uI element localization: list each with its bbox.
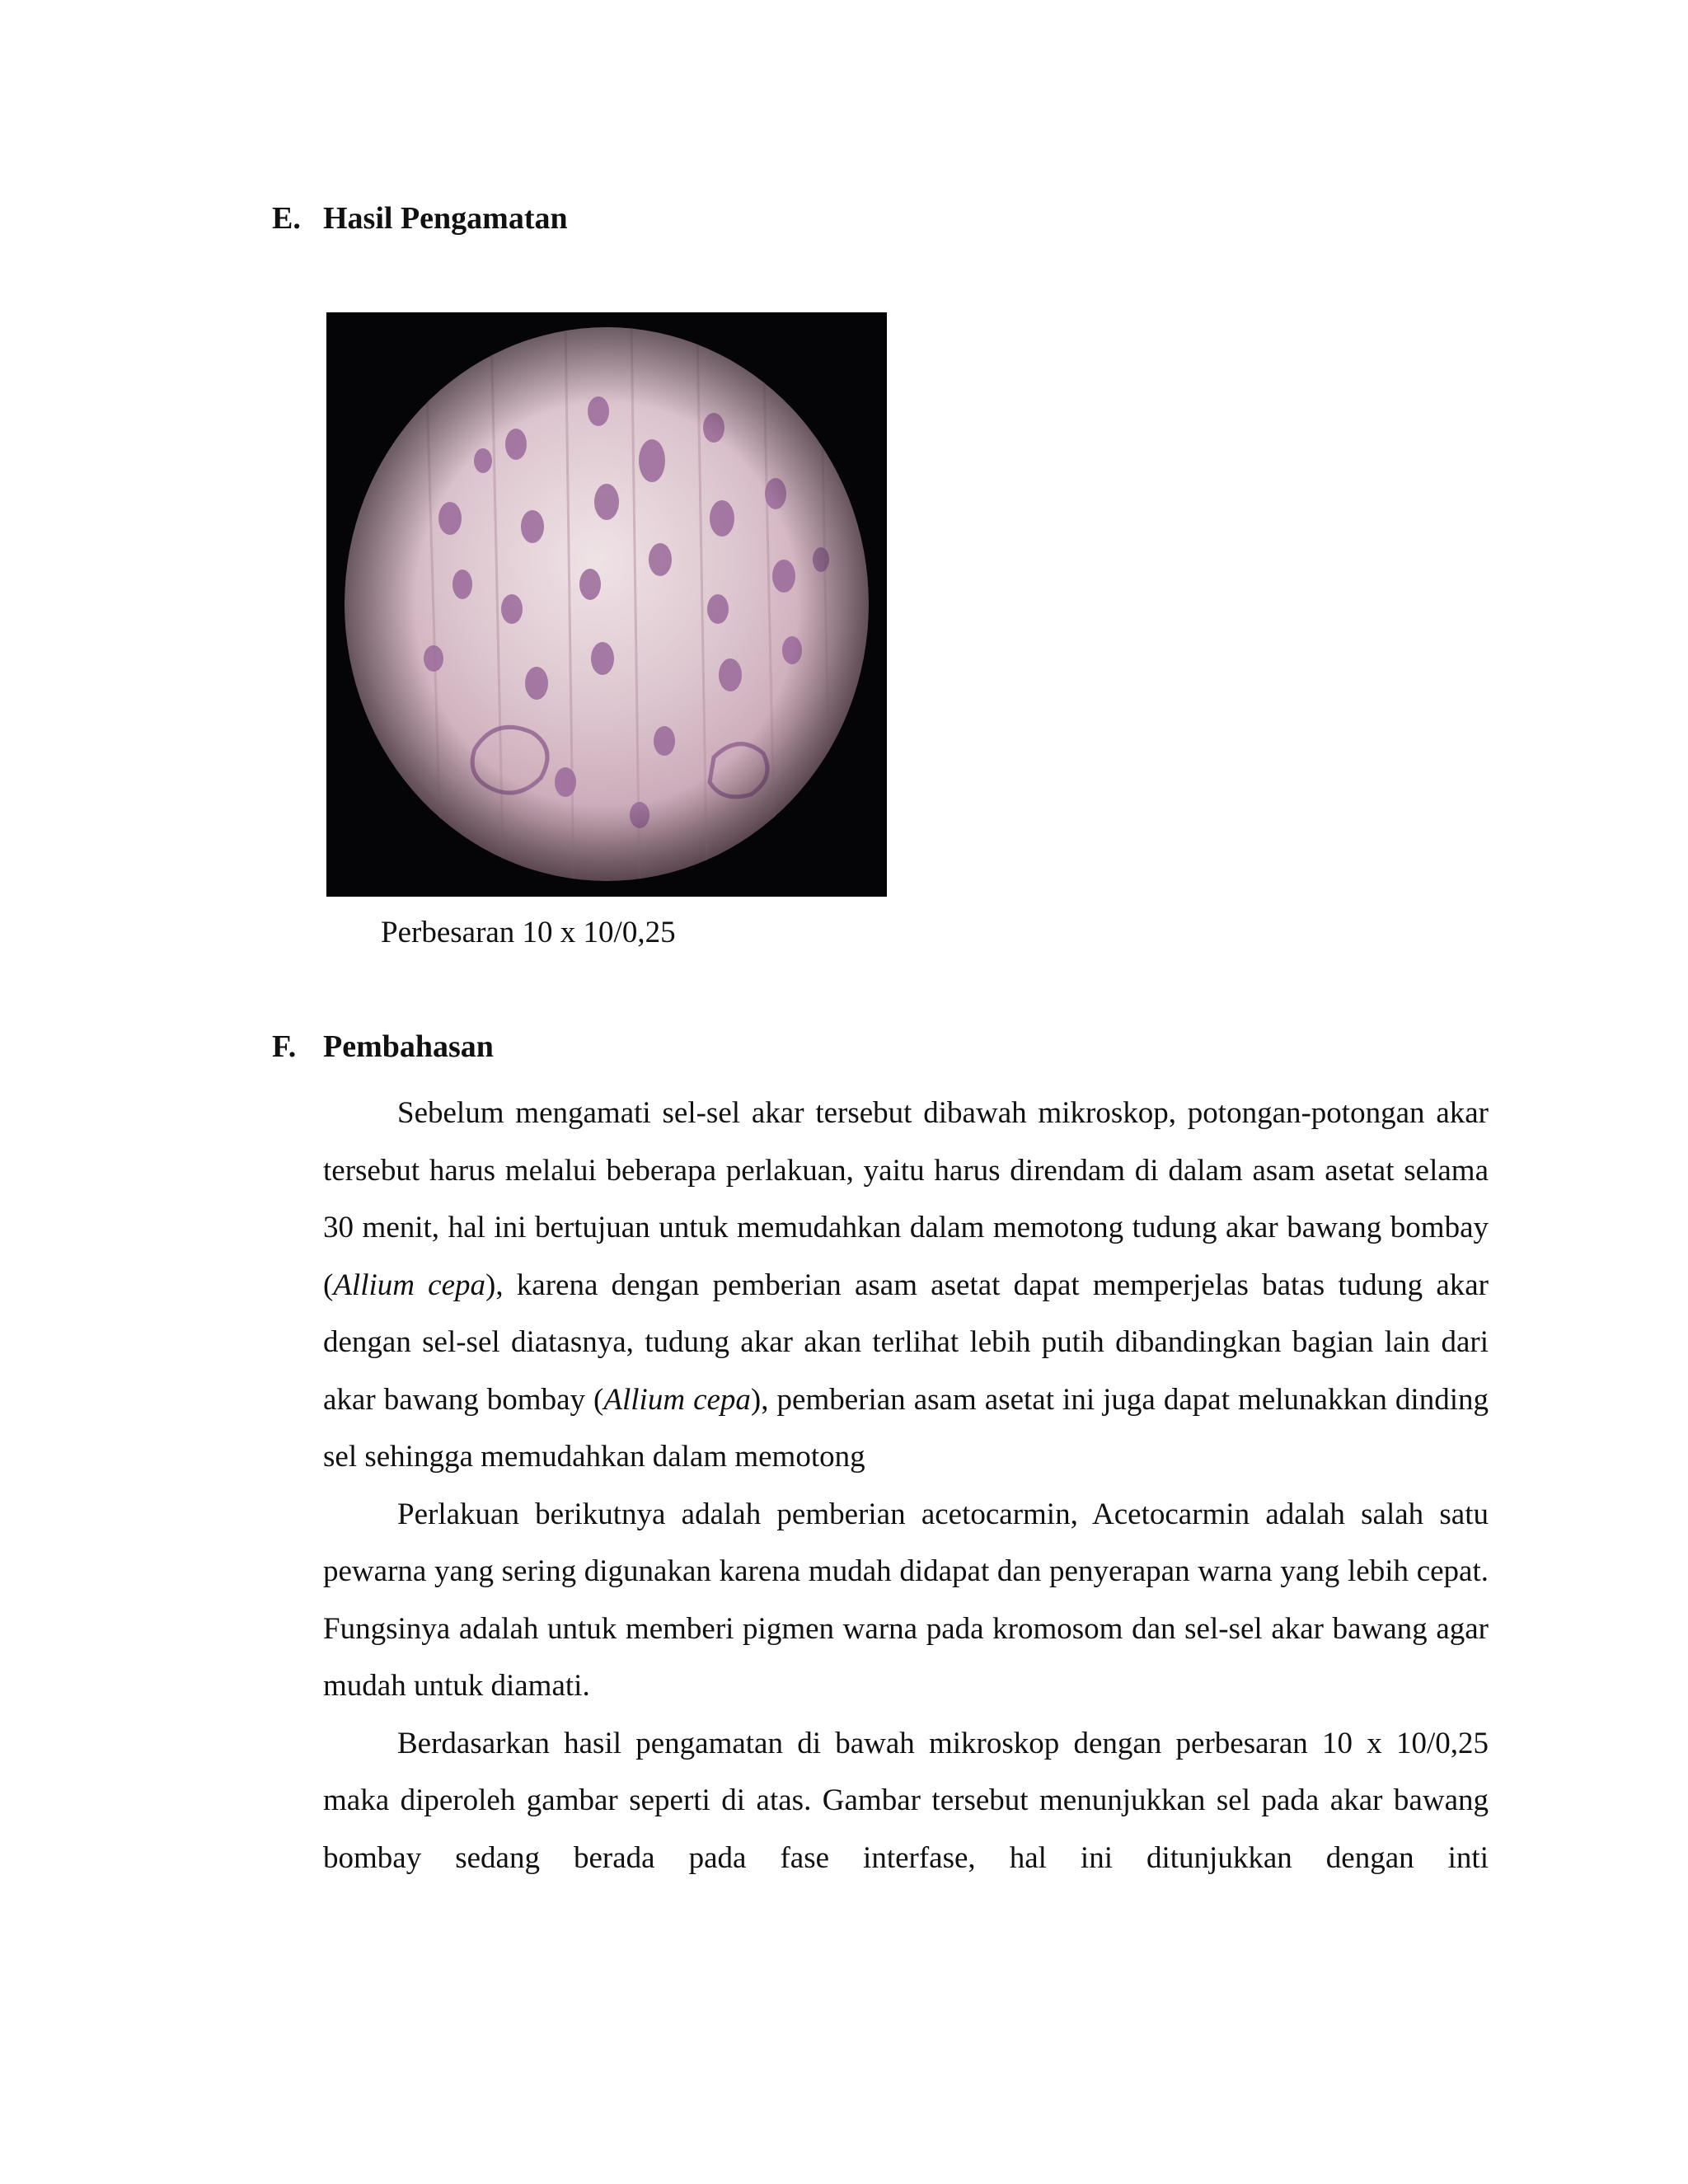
onion-root-cells-image [326,312,887,897]
figure-caption: Perbesaran 10 x 10/0,25 [381,916,676,949]
section-heading-hasil-pengamatan [272,199,568,237]
text-run: Sebelum mengamati sel-sel akar tersebut dibawah mikroskop, potongan-potongan akar tersebut harus melalui beberapa perlakuan, yaitu harus direndam di dalam asam asetat selama 30 menit, hal ini bertujuan untuk memudahkan dalam memotong tudung akar bawang bombay ( [323,1096,1489,1302]
paragraph-2: Perlakuan berikutnya adalah pemberian acetocarmin, Acetocarmin adalah salah satu pewarna yang sering digunakan karena mudah didapat dan penyerapan warna yang lebih cepat. Fungsinya adalah untuk memberi pigmen warna pada kromosom dan sel-sel akar bawang agar mudah untuk diamati. [323,1497,1489,1703]
section-number: E. [272,201,301,236]
section-title: Pembahasan [323,1029,494,1064]
section-title: Hasil Pengamatan [323,201,568,236]
text-run: ), pemberian asam asetat ini juga dapat melunakkan dinding sel sehingga memudahkan dalam memotong [323,1382,1489,1474]
scientific-name: Allium cepa [603,1382,751,1417]
scientific-name: Allium cepa [333,1268,486,1302]
paragraph-3: Berdasarkan hasil pengamatan di bawah mikroskop dengan perbesaran 10 x 10/0,25 maka diperoleh gambar seperti di atas. Gambar tersebut menunjukkan sel pada akar bawang bombay sedang berada pada fase interfase, hal ini ditunjukkan dengan inti [323,1726,1489,1875]
microscope-photo [326,312,887,897]
section-heading-pembahasan [272,1028,494,1066]
text-run: ), karena dengan pemberian asam asetat dapat memperjelas batas tudung akar dengan sel-sel diatasnya, tudung akar akan terlihat lebih putih dibandingkan bagian lain dari akar bawang bombay ( [323,1268,1489,1417]
section-number: F. [272,1029,297,1064]
discussion-body [323,1085,1489,1886]
paragraph-1 [323,1085,1489,1486]
